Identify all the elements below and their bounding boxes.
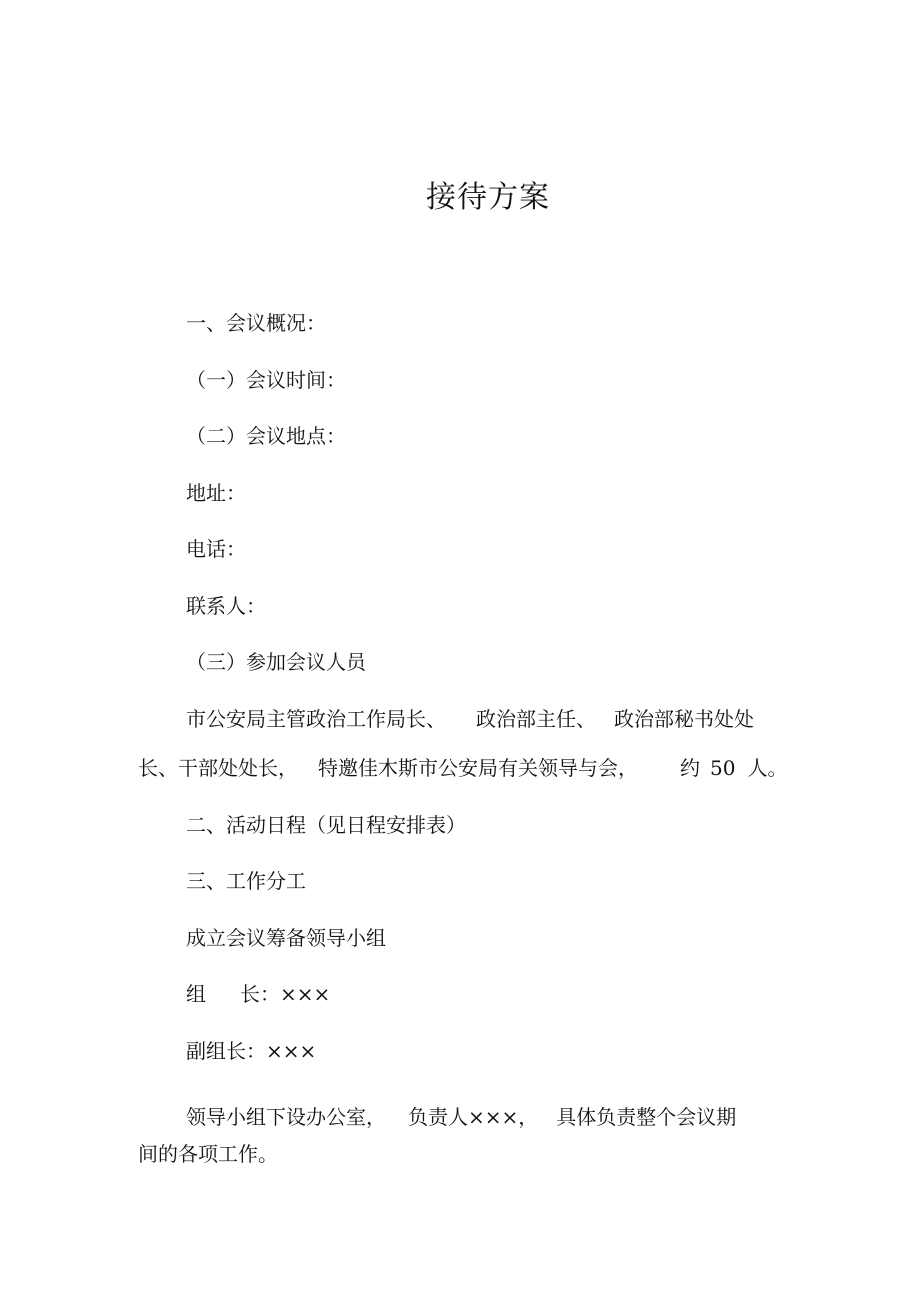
attendees-line2-part1: 长、干部处处长，	[138, 756, 298, 780]
office-paragraph-line2: 间的各项工作。	[138, 1142, 278, 1166]
attendees-line2-part2: 特邀佳木斯市公安局有关领导与会，	[318, 756, 638, 780]
attendee-count: 50	[710, 756, 736, 780]
attendees-paragraph-line1	[186, 704, 754, 734]
deputy-leader: 副组长：×××	[186, 1039, 317, 1063]
group-intro: 成立会议筹备领导小组	[186, 926, 386, 950]
attendees-line2-part3: 约	[680, 756, 700, 780]
leader-label-a: 组	[186, 982, 206, 1006]
attendees-item: （三）参加会议人员	[186, 650, 366, 674]
leader-label-b: 长：×××	[240, 982, 331, 1006]
group-leader	[186, 979, 330, 1009]
office-line1-part1: 领导小组下设办公室，	[186, 1105, 386, 1129]
attendees-line1-part1: 市公安局主管政治工作局长、	[186, 707, 446, 731]
meeting-time-item: （一）会议时间：	[186, 368, 346, 392]
attendees-line1-part2: 政治部主任、	[476, 707, 596, 731]
attendees-line1-part3: 政治部秘书处处	[614, 707, 754, 731]
attendees-line2-part5: 人。	[747, 756, 788, 780]
phone-label: 电话：	[186, 537, 246, 561]
address-label: 地址：	[186, 481, 246, 505]
section3-heading: 三、工作分工	[186, 869, 306, 893]
office-line1-part2: 负责人×××，	[408, 1105, 539, 1129]
meeting-location-item: （二）会议地点：	[186, 424, 346, 448]
section1-heading: 一、会议概况：	[186, 311, 326, 335]
contact-label: 联系人：	[186, 594, 266, 618]
office-line1-part3: 具体负责整个会议期	[556, 1105, 737, 1129]
document-title: 接待方案	[426, 180, 550, 215]
attendees-paragraph-line2	[138, 753, 787, 783]
section2-heading: 二、活动日程（见日程安排表）	[186, 813, 466, 837]
office-paragraph-line1	[186, 1102, 736, 1132]
